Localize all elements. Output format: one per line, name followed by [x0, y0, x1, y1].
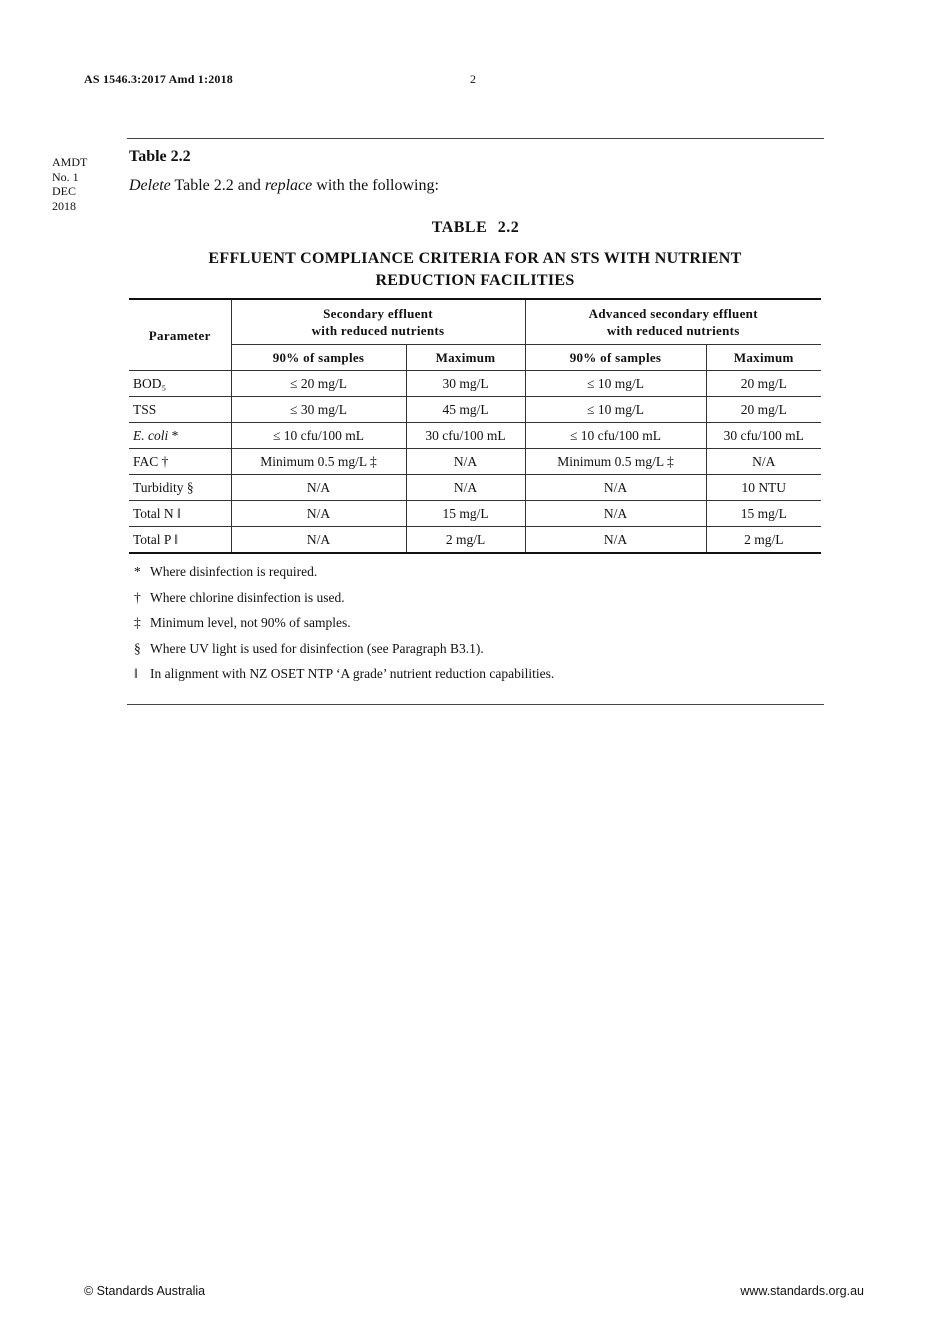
secondary-90pct-header: 90% of samples [231, 345, 406, 371]
table-row [129, 527, 821, 554]
amendment-note-line: AMDT [52, 155, 88, 169]
parameter-cell: Total N ‖ [129, 501, 231, 527]
footnote [134, 562, 554, 588]
table-cell: 20 mg/L [706, 371, 821, 397]
footnote [134, 588, 554, 614]
table-cell: ≤ 10 cfu/100 mL [525, 423, 706, 449]
advanced-maximum-header: Maximum [706, 345, 821, 371]
footnote-mark: ‖ [134, 666, 138, 681]
footnote-text: Minimum level, not 90% of samples. [150, 615, 351, 630]
table-cell: N/A [525, 501, 706, 527]
ecoli-footnote-mark: * [168, 427, 179, 443]
table-row [129, 371, 821, 397]
footnote-text: Where chlorine disinfection is used. [150, 589, 345, 605]
table-row [129, 475, 821, 501]
amendment-margin-note [52, 155, 87, 213]
table-row [129, 449, 821, 475]
instruction-end: with the following: [312, 177, 439, 194]
footnote-text: Where disinfection is required. [150, 564, 318, 579]
parameter-cell [129, 423, 231, 449]
footnote-mark: † [134, 589, 141, 605]
table-cell: N/A [525, 527, 706, 554]
table-row [129, 397, 821, 423]
footer-copyright: © Standards Australia [84, 1284, 206, 1298]
footer-website-link[interactable]: www.standards.org.au [740, 1284, 864, 1298]
table-cell: N/A [525, 475, 706, 501]
amendment-instruction [129, 177, 439, 195]
amendment-note-line: 2018 [52, 198, 76, 213]
footnote-mark: ‡ [134, 615, 141, 630]
table-footnotes [134, 562, 554, 690]
amendment-note-line: No. 1 [52, 169, 79, 184]
table-cell: 15 mg/L [406, 501, 525, 527]
table-cell: 30 mg/L [406, 371, 525, 397]
table-row [129, 501, 821, 527]
table-cell: 30 cfu/100 mL [706, 423, 821, 449]
secondary-effluent-header-line1: Secondary effluent [323, 306, 433, 321]
ecoli-label: E. coli [133, 427, 169, 443]
parameter-cell: TSS [129, 397, 231, 423]
table-cell: ≤ 20 mg/L [231, 371, 406, 397]
amendment-note-line: DEC [52, 184, 76, 198]
instruction-delete: Delete [129, 177, 171, 194]
table-cell: 15 mg/L [706, 501, 821, 527]
page-number: 2 [470, 72, 476, 86]
table-cell: 20 mg/L [706, 397, 821, 423]
instruction-replace: replace [264, 177, 313, 194]
advanced-90pct-header: 90% of samples [525, 345, 706, 371]
table-cell: ≤ 10 cfu/100 mL [231, 423, 406, 449]
table-cell: Minimum 0.5 mg/L ‡ [231, 449, 406, 475]
footnote [134, 613, 554, 639]
table-cell: 45 mg/L [406, 397, 525, 423]
parameter-header: Parameter [129, 299, 231, 371]
table-cell: Minimum 0.5 mg/L ‡ [525, 449, 706, 475]
compliance-table [129, 298, 821, 554]
footnote-mark: § [134, 640, 141, 656]
parameter-cell: BOD₅ [129, 371, 231, 397]
table-cell: N/A [406, 449, 525, 475]
top-rule [127, 138, 824, 139]
table-cell: ≤ 30 mg/L [231, 397, 406, 423]
table-cell: 2 mg/L [706, 527, 821, 554]
advanced-secondary-effluent-header [525, 299, 821, 345]
footnote-text: In alignment with NZ OSET NTP ‘A grade’ nutrient reduction capabilities. [150, 666, 555, 681]
advanced-effluent-header-line1: Advanced secondary effluent [588, 306, 758, 321]
parameter-cell: Total P ‖ [129, 527, 231, 554]
secondary-effluent-header [231, 299, 525, 345]
secondary-effluent-header-line2: with reduced nutrients [311, 323, 445, 338]
table-cell: N/A [231, 501, 406, 527]
instruction-middle: Table 2.2 and [170, 177, 265, 194]
footnote-text: Where UV light is used for disinfection (see Paragraph B3.1). [150, 640, 484, 656]
document-id: AS 1546.3:2017 Amd 1:2018 [84, 72, 234, 86]
parameter-cell: FAC † [129, 449, 231, 475]
clause-title: Table 2.2 [129, 148, 191, 165]
table-caption: EFFLUENT COMPLIANCE CRITERIA FOR AN STS WITH NUTRIENT REDUCTION FACILITIES [208, 250, 742, 289]
table-cell: 10 NTU [706, 475, 821, 501]
table-cell: N/A [231, 527, 406, 554]
table-cell: 2 mg/L [406, 527, 525, 554]
secondary-maximum-header: Maximum [406, 345, 525, 371]
table-cell: ≤ 10 mg/L [525, 371, 706, 397]
advanced-effluent-header-line2: with reduced nutrients [606, 323, 740, 338]
footnote-mark: * [134, 564, 141, 579]
table-cell: N/A [406, 475, 525, 501]
footnote [134, 639, 554, 665]
table-cell: 30 cfu/100 mL [406, 423, 525, 449]
table-number: TABLE 2.2 [431, 219, 520, 236]
bottom-rule [127, 704, 824, 705]
table-row [129, 423, 821, 449]
table-cell: N/A [706, 449, 821, 475]
table-cell: ≤ 10 mg/L [525, 397, 706, 423]
footnote [134, 664, 554, 690]
table-cell: N/A [231, 475, 406, 501]
parameter-cell: Turbidity § [129, 475, 231, 501]
